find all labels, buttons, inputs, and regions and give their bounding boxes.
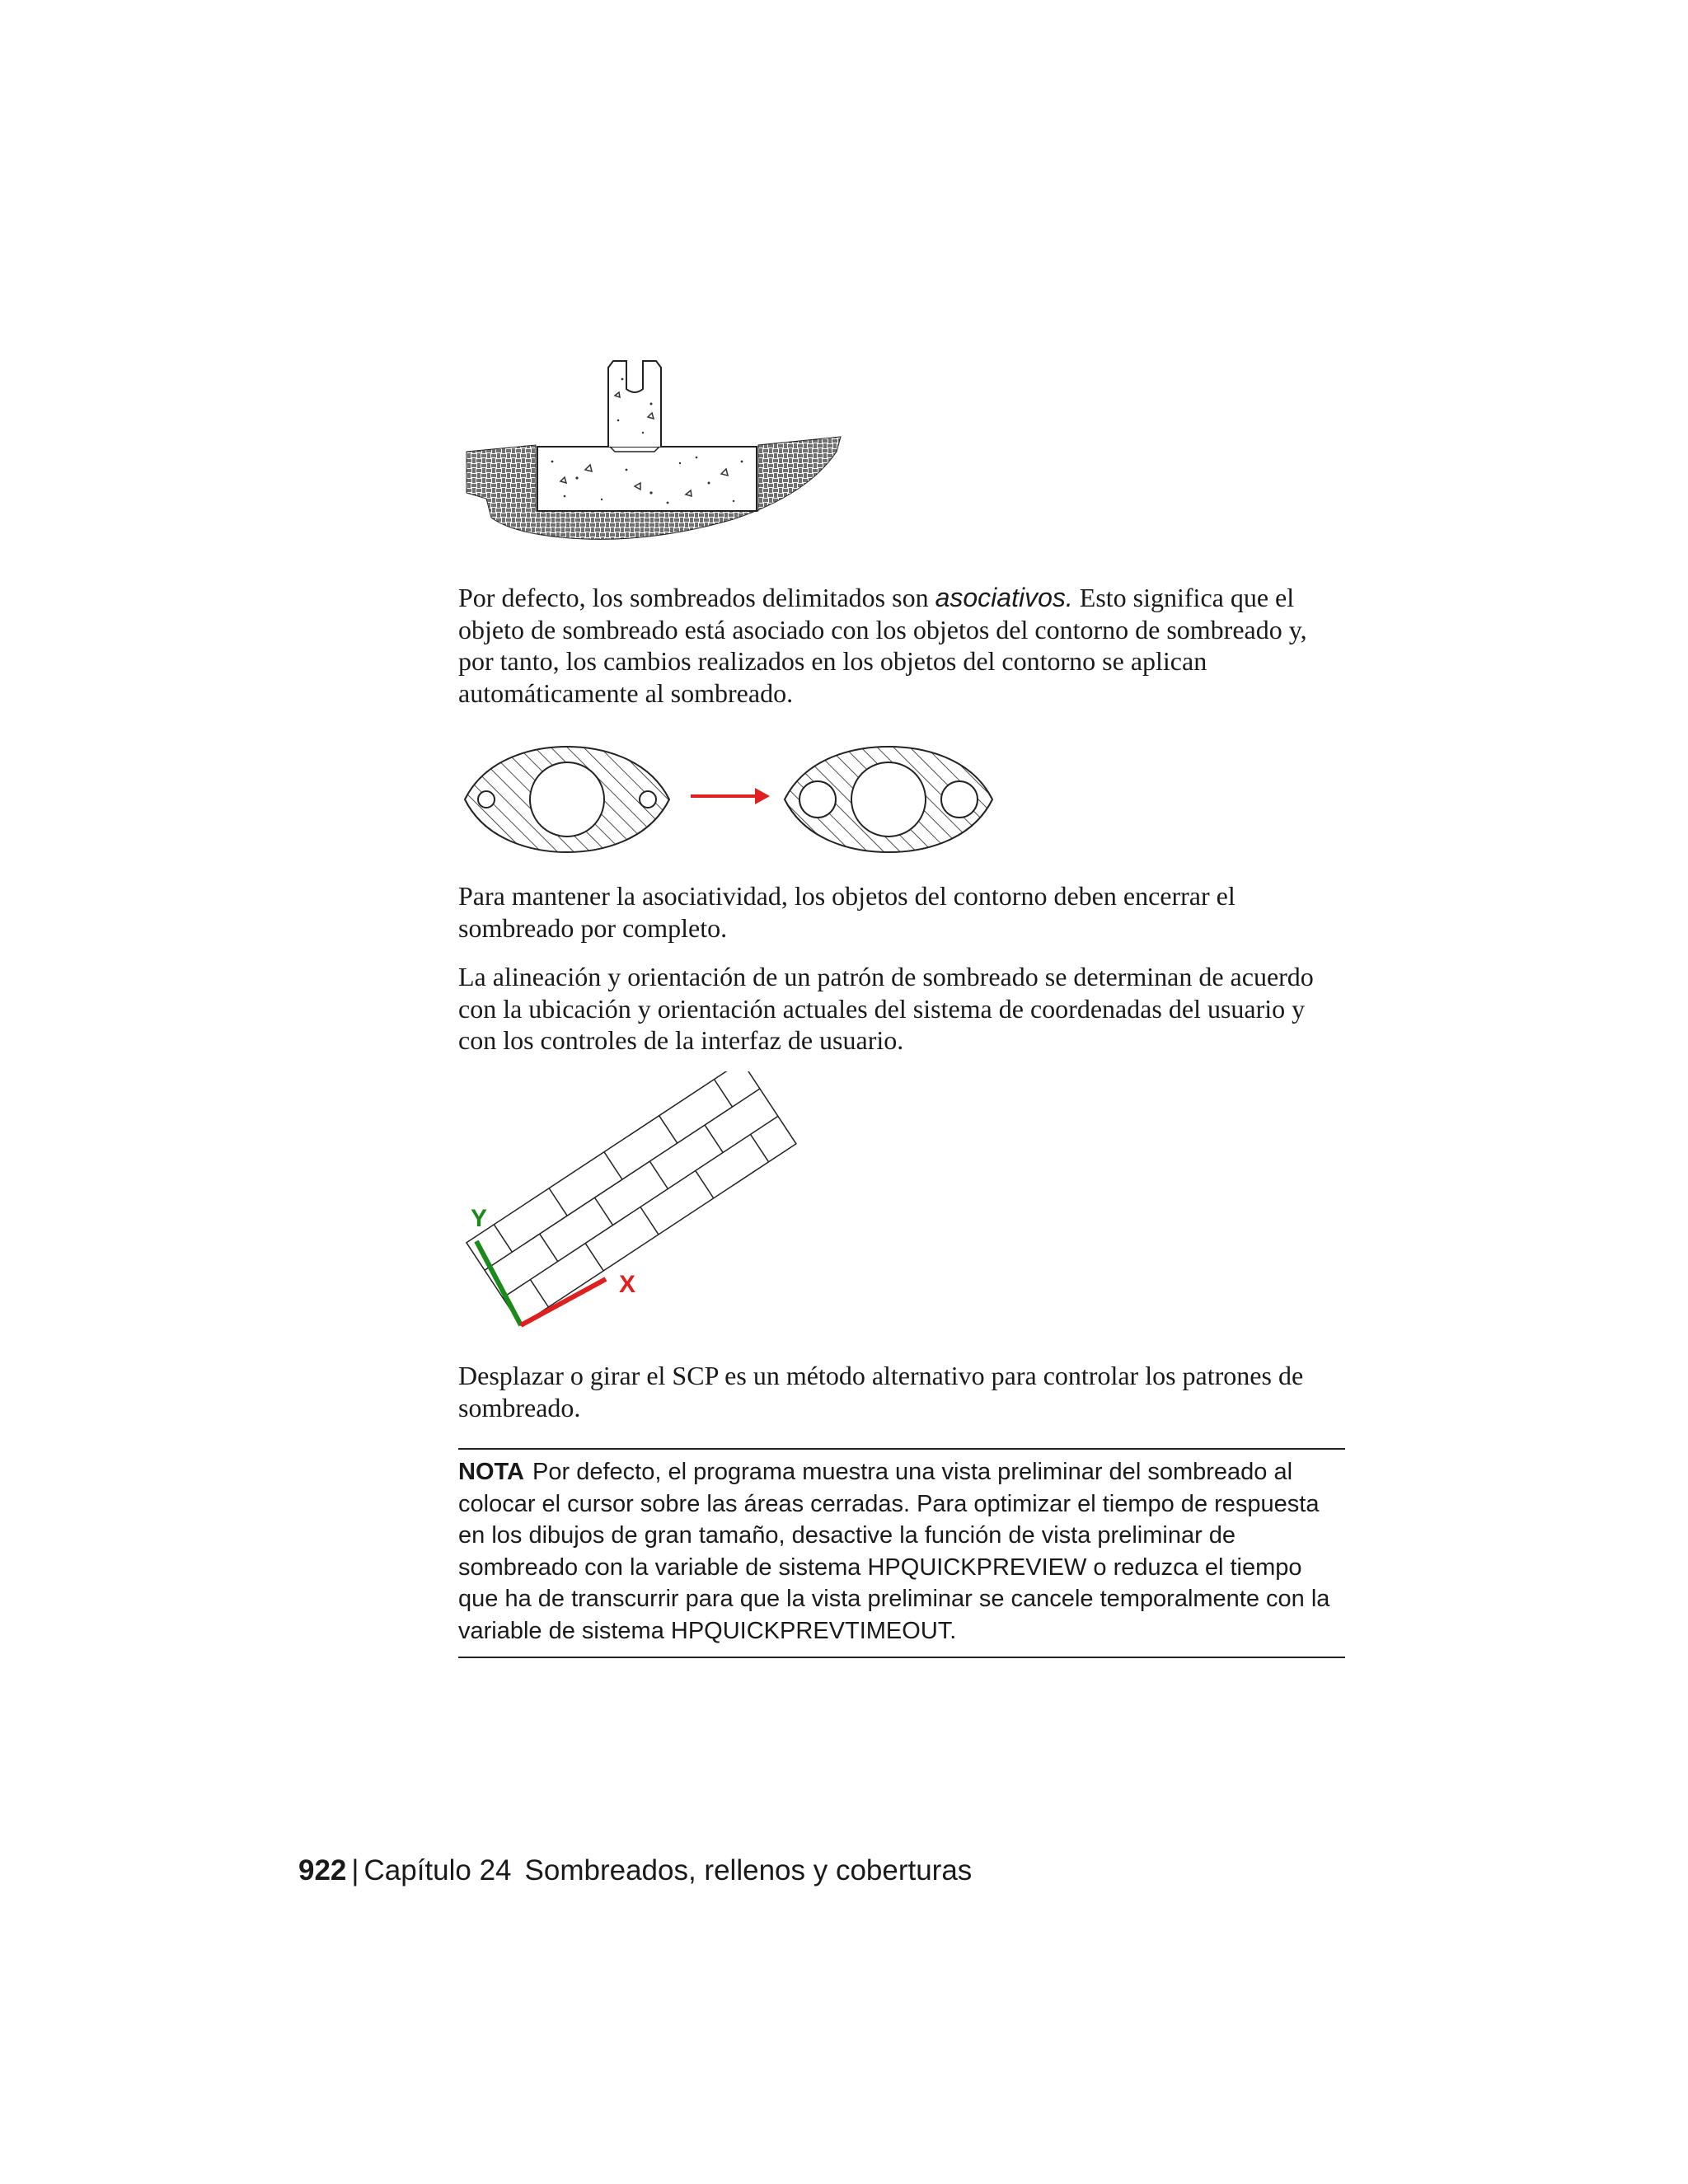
page-number: 922 [298, 1854, 347, 1886]
paragraph-text: Esto significa que el objeto de sombreado está asociado con los objetos del contorno de sombreado y, por tanto, los cambios realizados en los objetos del contorno se aplican automáticamente al sombreado. [458, 583, 1307, 708]
x-axis-line [521, 1279, 606, 1325]
chapter-label: Capítulo 24 [363, 1854, 512, 1886]
footer-separator: | [351, 1854, 359, 1886]
arrow-icon [691, 788, 770, 804]
y-axis-line [476, 1241, 521, 1325]
figure-foundation-hatch [462, 354, 849, 552]
emphasis-term: asociativos. [935, 583, 1073, 612]
note-box [458, 1448, 1345, 1658]
y-axis-label: Y [471, 1205, 488, 1232]
gasket-before [465, 747, 669, 852]
arrow-head [755, 788, 770, 804]
paragraph-associative [458, 582, 1348, 709]
note-text: Por defecto, el programa muestra una vista preliminar del sombreado al colocar el cursor sobre las áreas cerradas. Para optimizar el tiempo de respuesta en los dibujos de gran tamaño, desactive la función de vista preliminar de sombreado con la variable de sistema HPQUICKPREVIEW o reduzca el tiempo que ha de transcurrir para que la vista preliminar se cancele temporalmente con la variable de sistema HPQUICKPREVTIMEOUT. [458, 1459, 1330, 1644]
note-label: NOTA [458, 1459, 525, 1485]
gasket-after [785, 747, 992, 852]
chapter-title: Sombreados, rellenos y coberturas [524, 1854, 973, 1886]
figure-gasket-associativity [462, 740, 1006, 855]
x-axis-label: X [619, 1271, 636, 1298]
paragraph-text: Por defecto, los sombreados delimitados son [458, 583, 935, 612]
page-footer [298, 1854, 972, 1887]
paragraph-boundary: Para mantener la asociatividad, los objetos del contorno deben encerrar el sombreado por completo. [458, 881, 1236, 943]
figure-ucs-brick-hatch [457, 1071, 828, 1343]
paragraph-alignment: La alineación y orientación de un patrón de sombreado se determinan de acuerdo con la ubicación y orientación actuales del sistema de coordenadas del usuario y con los controles de la interfaz de usuario. [458, 962, 1314, 1055]
paragraph-ucs: Desplazar o girar el SCP es un método alternativo para controlar los patrones de sombreado. [458, 1361, 1304, 1422]
